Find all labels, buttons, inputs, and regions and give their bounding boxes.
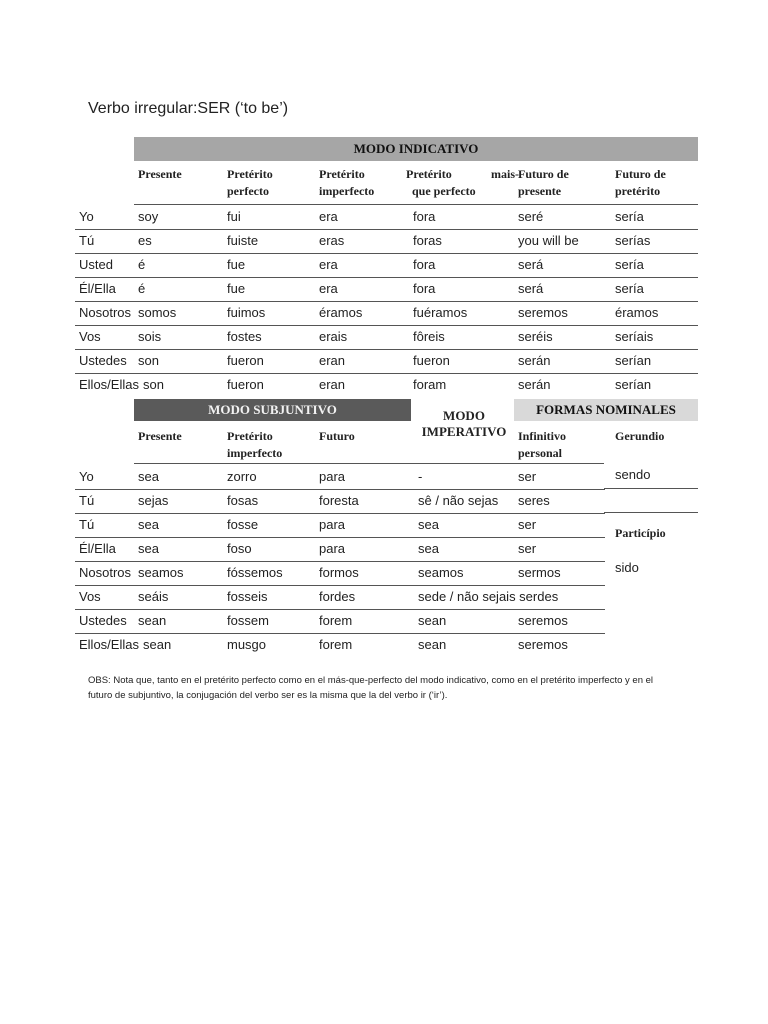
subjuntivo-cell-r0-c5: ser	[518, 469, 537, 484]
indicativo-cell-r6-c2: fueron	[227, 353, 264, 368]
indicativo-cell-r7-c4: foram	[413, 377, 447, 392]
modo-indicativo-label: MODO INDICATIVO	[353, 141, 479, 156]
subjuntivo-cell-r1-c3: foresta	[319, 493, 359, 508]
subjuntivo-cell-r1-c0: Tú	[79, 493, 95, 508]
indicativo-cell-r0-c6: sería	[615, 209, 644, 224]
indicativo-cell-r3-c6: sería	[615, 281, 644, 296]
indicativo-header-4-line-2: presente	[518, 184, 562, 198]
indicativo-cell-r0-c3: era	[319, 209, 338, 224]
indicativo-header-5-line-2: pretérito	[615, 184, 661, 198]
indicativo-cell-r7-c1: son	[143, 377, 164, 392]
subjuntivo-cell-r3-c1: sea	[138, 541, 159, 556]
subjuntivo-cell-r7-c5: seremos	[518, 637, 568, 652]
indicativo-cell-r0-c4: fora	[413, 209, 436, 224]
nominales-gerundio-line	[604, 488, 698, 489]
indicativo-cell-r5-c2: fostes	[227, 329, 262, 344]
indicativo-cell-r6-c1: son	[138, 353, 159, 368]
subjuntivo-cell-r3-c0: Él/Ella	[79, 541, 116, 556]
subjuntivo-cell-r7-c4: sean	[418, 637, 447, 652]
indicativo-cell-r2-c6: sería	[615, 257, 644, 272]
indicativo-cell-r4-c0: Nosotros	[79, 305, 132, 320]
subjuntivo-row-line	[75, 609, 605, 610]
subjuntivo-cell-r2-c0: Tú	[79, 517, 95, 532]
subjuntivo-row-line	[75, 489, 605, 490]
indicativo-row-line	[75, 301, 698, 302]
indicativo-cell-r6-c6: serían	[615, 353, 652, 368]
indicativo-cell-r4-c4: fuéramos	[413, 305, 468, 320]
subjuntivo-cell-r3-c2: foso	[227, 541, 252, 556]
indicativo-header-1-line-2: perfecto	[227, 184, 269, 198]
subjuntivo-cell-r2-c4: sea	[418, 517, 439, 532]
subjuntivo-cell-r5-c3: fordes	[319, 589, 356, 604]
subjuntivo-cell-r4-c1: seamos	[138, 565, 184, 580]
indicativo-cell-r2-c1: é	[138, 257, 146, 272]
formas-nominales-band	[514, 399, 698, 421]
obs-note: OBS: Nota que, tanto en el pretérito perfecto como en el más-que-perfecto del modo indicativo, como en el pretérito imperfecto y en el futuro de subjuntivo, la conjugación del verbo ser es la misma que la del verbo ir (‘ir’).	[88, 675, 654, 701]
modo-subjuntivo-band	[134, 399, 411, 421]
subjuntivo-header-line	[134, 463, 604, 464]
indicativo-cell-r6-c4: fueron	[413, 353, 450, 368]
subjuntivo-header-1-line-2: imperfecto	[227, 446, 283, 460]
participio-label: Particípio	[615, 526, 666, 540]
subjuntivo-cell-r0-c3: para	[319, 469, 346, 484]
indicativo-cell-r3-c5: será	[518, 281, 544, 296]
indicativo-cell-r1-c0: Tú	[79, 233, 95, 248]
indicativo-cell-r1-c3: eras	[319, 233, 345, 248]
subjuntivo-header-3-line-2: personal	[518, 446, 563, 460]
indicativo-cell-r6-c3: eran	[319, 353, 346, 368]
subjuntivo-cell-r1-c4: sê / não sejas	[418, 493, 499, 508]
indicativo-cell-r3-c0: Él/Ella	[79, 281, 116, 296]
indicativo-cell-r4-c6: éramos	[615, 305, 659, 320]
indicativo-cell-r5-c0: Vos	[79, 329, 101, 344]
indicativo-header-3-line-1: Pretérito	[406, 167, 452, 181]
nominales-participio-line	[604, 512, 698, 513]
subjuntivo-header-2-line-1: Futuro	[319, 429, 355, 443]
subjuntivo-cell-r4-c3: formos	[319, 565, 359, 580]
indicativo-cell-r2-c5: será	[518, 257, 544, 272]
indicativo-header-mais: mais-	[491, 167, 519, 181]
indicativo-cell-r7-c0: Ellos/Ellas	[79, 377, 139, 392]
indicativo-row-line	[75, 325, 698, 326]
indicativo-cell-r6-c5: serán	[518, 353, 551, 368]
modo-imperativo-label	[412, 408, 516, 440]
subjuntivo-cell-r2-c3: para	[319, 517, 346, 532]
indicativo-header-3-line-2: que perfecto	[412, 184, 476, 198]
gerundio-value: sendo	[615, 467, 651, 482]
subjuntivo-row-line	[75, 513, 605, 514]
indicativo-header-line	[134, 204, 698, 205]
subjuntivo-cell-r0-c0: Yo	[79, 469, 94, 484]
indicativo-cell-r4-c3: éramos	[319, 305, 363, 320]
indicativo-header-4-line-1: Futuro de	[518, 167, 569, 181]
subjuntivo-cell-r6-c2: fossem	[227, 613, 269, 628]
participio-value: sido	[615, 560, 639, 575]
subjuntivo-cell-r3-c4: sea	[418, 541, 439, 556]
indicativo-cell-r2-c2: fue	[227, 257, 246, 272]
subjuntivo-cell-r2-c2: fosse	[227, 517, 259, 532]
subjuntivo-cell-r7-c3: forem	[319, 637, 353, 652]
subjuntivo-cell-r6-c5: seremos	[518, 613, 568, 628]
indicativo-cell-r5-c3: erais	[319, 329, 348, 344]
indicativo-header-2-line-2: imperfecto	[319, 184, 375, 198]
indicativo-cell-r2-c0: Usted	[79, 257, 113, 272]
indicativo-row-line	[75, 277, 698, 278]
indicativo-cell-r7-c5: serán	[518, 377, 551, 392]
subjuntivo-cell-r7-c2: musgo	[227, 637, 267, 652]
subjuntivo-header-3-line-1: Infinitivo	[518, 429, 567, 443]
formas-nominales-label: FORMAS NOMINALES	[536, 402, 676, 417]
subjuntivo-cell-r4-c5: sermos	[518, 565, 561, 580]
subjuntivo-row-line	[75, 633, 605, 634]
indicativo-header-5-line-1: Futuro de	[615, 167, 666, 181]
indicativo-cell-r5-c1: sois	[138, 329, 162, 344]
subjuntivo-cell-r1-c5: seres	[518, 493, 550, 508]
subjuntivo-cell-r5-c1: seáis	[138, 589, 169, 604]
indicativo-cell-r5-c4: fôreis	[413, 329, 445, 344]
indicativo-cell-r1-c6: serías	[615, 233, 651, 248]
page-title: Verbo irregular:SER (‘to be’)	[88, 100, 289, 117]
subjuntivo-cell-r4-c0: Nosotros	[79, 565, 132, 580]
subjuntivo-cell-r5-c2: fosseis	[227, 589, 268, 604]
modo-imperativo-line-1: MODO	[443, 408, 485, 423]
indicativo-cell-r0-c5: seré	[518, 209, 544, 224]
subjuntivo-cell-r5-c0: Vos	[79, 589, 101, 604]
indicativo-header-2-line-1: Pretérito	[319, 167, 365, 181]
subjuntivo-cell-r5-c4: sede / não sejais serdes	[418, 589, 559, 604]
subjuntivo-cell-r4-c2: fóssemos	[227, 565, 283, 580]
indicativo-cell-r4-c2: fuimos	[227, 305, 266, 320]
indicativo-cell-r4-c1: somos	[138, 305, 177, 320]
subjuntivo-cell-r6-c0: Ustedes	[79, 613, 127, 628]
indicativo-header-0-line-1: Presente	[138, 167, 182, 181]
subjuntivo-cell-r3-c5: ser	[518, 541, 537, 556]
indicativo-cell-r0-c2: fui	[227, 209, 241, 224]
subjuntivo-cell-r6-c3: forem	[319, 613, 353, 628]
indicativo-cell-r5-c6: seríais	[615, 329, 654, 344]
modo-subjuntivo-label: MODO SUBJUNTIVO	[208, 402, 337, 417]
indicativo-header-1-line-1: Pretérito	[227, 167, 273, 181]
indicativo-row-line	[75, 373, 698, 374]
indicativo-cell-r2-c3: era	[319, 257, 338, 272]
subjuntivo-cell-r1-c1: sejas	[138, 493, 169, 508]
subjuntivo-header-0-line-1: Presente	[138, 429, 182, 443]
subjuntivo-cell-r0-c1: sea	[138, 469, 159, 484]
indicativo-cell-r3-c3: era	[319, 281, 338, 296]
indicativo-cell-r1-c4: foras	[413, 233, 442, 248]
indicativo-row-line	[75, 229, 698, 230]
indicativo-cell-r0-c1: soy	[138, 209, 159, 224]
subjuntivo-cell-r1-c2: fosas	[227, 493, 259, 508]
indicativo-cell-r3-c2: fue	[227, 281, 246, 296]
indicativo-cell-r6-c0: Ustedes	[79, 353, 127, 368]
modo-indicativo-band	[134, 137, 698, 161]
indicativo-cell-r2-c4: fora	[413, 257, 436, 272]
subjuntivo-cell-r7-c0: Ellos/Ellas	[79, 637, 139, 652]
subjuntivo-header-1-line-1: Pretérito	[227, 429, 273, 443]
indicativo-cell-r5-c5: seréis	[518, 329, 553, 344]
indicativo-cell-r1-c5: you will be	[518, 233, 579, 248]
indicativo-cell-r1-c2: fuiste	[227, 233, 259, 248]
subjuntivo-cell-r6-c1: sean	[138, 613, 167, 628]
subjuntivo-cell-r0-c4: -	[418, 469, 423, 484]
indicativo-cell-r0-c0: Yo	[79, 209, 94, 224]
subjuntivo-row-line	[75, 585, 605, 586]
subjuntivo-cell-r4-c4: seamos	[418, 565, 464, 580]
indicativo-cell-r4-c5: seremos	[518, 305, 568, 320]
indicativo-row-line	[75, 253, 698, 254]
subjuntivo-cell-r6-c4: sean	[418, 613, 447, 628]
indicativo-cell-r3-c1: é	[138, 281, 146, 296]
indicativo-cell-r1-c1: es	[138, 233, 152, 248]
indicativo-cell-r7-c2: fueron	[227, 377, 264, 392]
subjuntivo-cell-r2-c5: ser	[518, 517, 537, 532]
subjuntivo-row-line	[75, 561, 605, 562]
modo-imperativo-line-2: IMPERATIVO	[421, 424, 507, 439]
subjuntivo-cell-r3-c3: para	[319, 541, 346, 556]
indicativo-cell-r3-c4: fora	[413, 281, 436, 296]
indicativo-cell-r7-c3: eran	[319, 377, 346, 392]
subjuntivo-cell-r7-c1: sean	[143, 637, 172, 652]
subjuntivo-cell-r2-c1: sea	[138, 517, 159, 532]
subjuntivo-row-line	[75, 537, 605, 538]
subjuntivo-cell-r0-c2: zorro	[227, 469, 257, 484]
indicativo-row-line	[75, 349, 698, 350]
subjuntivo-header-4-line-1: Gerundio	[615, 429, 665, 443]
indicativo-cell-r7-c6: serían	[615, 377, 652, 392]
